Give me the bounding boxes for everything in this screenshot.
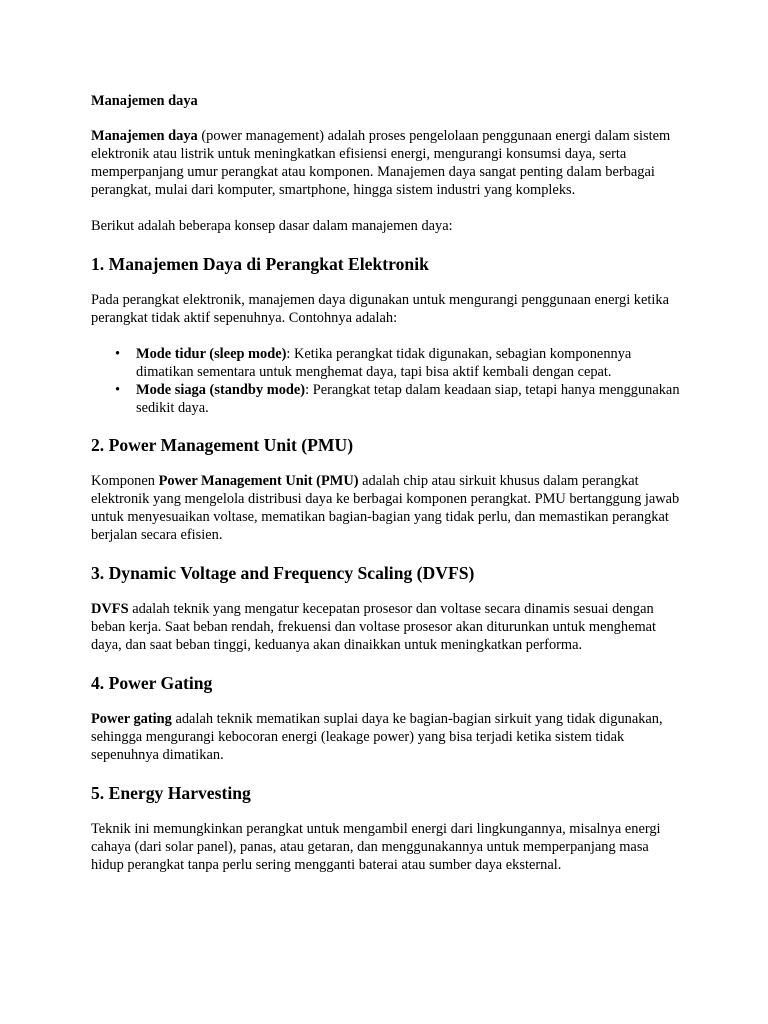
section-2-paragraph bbox=[91, 472, 681, 544]
intro-text: (power management) adalah proses pengelolaan penggunaan energi dalam sistem elektronik atau listrik untuk meningkatkan efisiensi energi, mengurangi konsumsi daya, serta memperpanjang umur perangkat atau komponen. Manajemen daya sangat penting dalam berbagai perangkat, mulai dari komputer, smartphone, hingga sistem industri yang kompleks. bbox=[91, 128, 671, 198]
section-5-heading: 5. Energy Harvesting bbox=[91, 783, 251, 803]
bullet-icon: • bbox=[115, 346, 121, 362]
section-1-heading: 1. Manajemen Daya di Perangkat Elektronik bbox=[91, 254, 429, 274]
section-4-lead: Power gating bbox=[91, 711, 172, 727]
list-item-lead: Mode siaga (standby mode) bbox=[136, 382, 306, 398]
bullet-icon: • bbox=[115, 382, 121, 398]
intro-paragraph bbox=[91, 127, 681, 199]
intro-lead: Manajemen daya bbox=[91, 128, 198, 144]
list-item-lead: Mode tidur (sleep mode) bbox=[136, 346, 287, 362]
section-3-text: adalah teknik yang mengatur kecepatan prosesor dan voltase secara dinamis sesuai dengan beban kerja. Saat beban rendah, frekuensi dan voltase prosesor akan diturunkan untuk menghemat daya, dan saat beban tinggi, keduanya akan dinaikkan untuk meningkatkan performa. bbox=[91, 601, 657, 653]
concepts-intro-paragraph: Berikut adalah beberapa konsep dasar dalam manajemen daya: bbox=[91, 218, 453, 234]
list-item bbox=[115, 381, 681, 417]
list-item bbox=[115, 345, 681, 381]
document-page bbox=[91, 92, 681, 892]
section-5-paragraph: Teknik ini memungkinkan perangkat untuk mengambil energi dari lingkungannya, misalnya energi cahaya (dari solar panel), panas, atau getaran, dan menggunakannya untuk memperpanjang masa hidup perangkat tanpa perlu sering mengganti baterai atau sumber daya eksternal. bbox=[91, 821, 661, 873]
section-4-paragraph bbox=[91, 710, 681, 764]
section-4-text: adalah teknik mematikan suplai daya ke bagian-bagian sirkuit yang tidak digunakan, sehingga mengurangi kebocoran energi (leakage power) yang bisa terjadi ketika sistem tidak sepenuhnya dimatikan. bbox=[91, 711, 663, 763]
section-4-heading: 4. Power Gating bbox=[91, 673, 213, 693]
section-1-paragraph: Pada perangkat elektronik, manajemen daya digunakan untuk mengurangi penggunaan energi ketika perangkat tidak aktif sepenuhnya. Contohnya adalah: bbox=[91, 292, 669, 326]
list-item-text: : Perangkat tetap dalam keadaan siap, tetapi hanya menggunakan sedikit daya. bbox=[136, 382, 680, 416]
section-3-lead: DVFS bbox=[91, 601, 129, 617]
section-2-heading: 2. Power Management Unit (PMU) bbox=[91, 435, 354, 455]
section-2-lead: Power Management Unit (PMU) bbox=[158, 473, 359, 489]
section-3-paragraph bbox=[91, 600, 681, 654]
section-1-list bbox=[91, 345, 681, 417]
section-2-text: adalah chip atau sirkuit khusus dalam perangkat elektronik yang mengelola distribusi daya ke berbagai komponen perangkat. PMU bertanggung jawab untuk menyesuaikan voltase, mematikan bagian-bagian yang tidak perlu, dan memastikan perangkat berjalan secara efisien. bbox=[91, 473, 680, 543]
section-2-prefix: Komponen bbox=[91, 473, 159, 489]
document-title: Manajemen daya bbox=[91, 93, 198, 109]
section-3-heading: 3. Dynamic Voltage and Frequency Scaling (DVFS) bbox=[91, 563, 475, 583]
list-item-text: : Ketika perangkat tidak digunakan, sebagian komponennya dimatikan sementara untuk menghemat daya, tapi bisa aktif kembali dengan cepat. bbox=[136, 346, 632, 380]
